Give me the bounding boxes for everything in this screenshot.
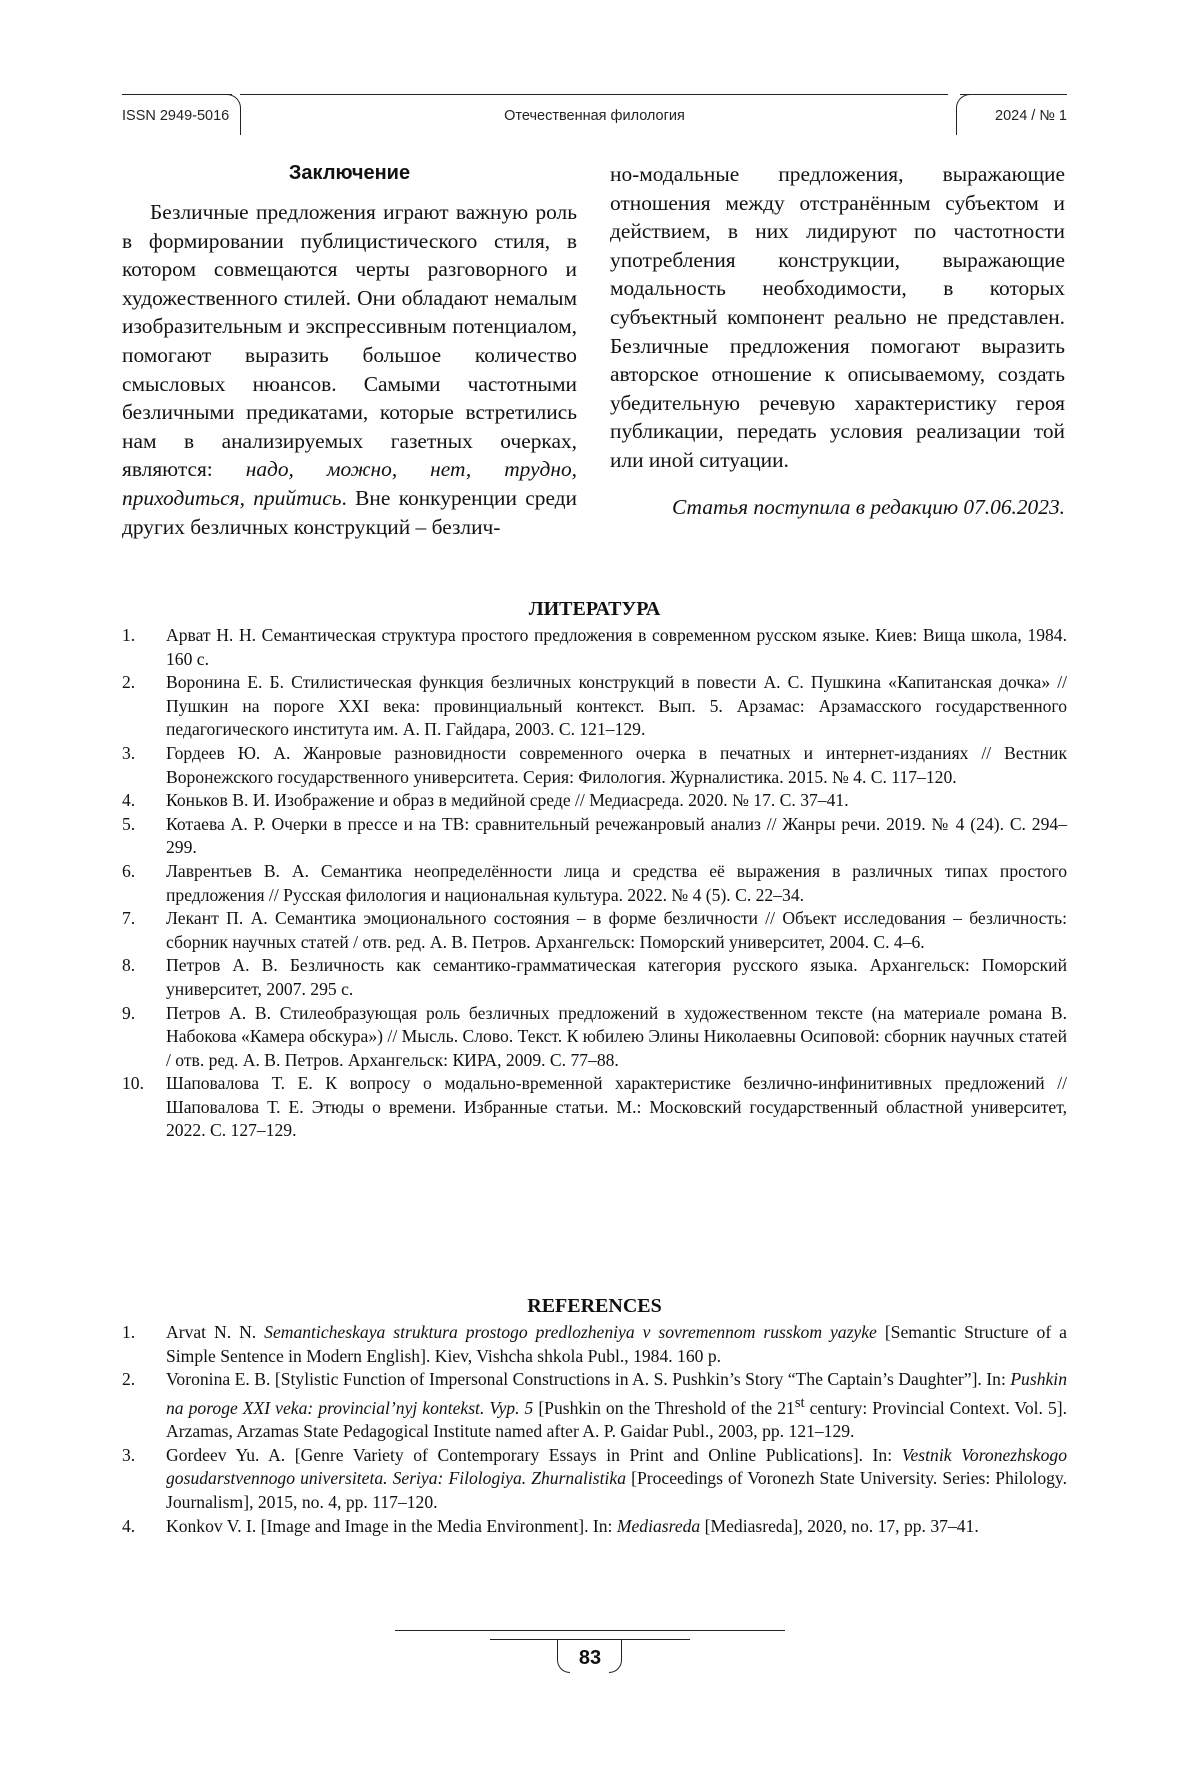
reference-italic-title: Pushkin na poroge XXI veka: provincial’nyj kontekst. Vyp. 5 [166,1369,1067,1418]
header-rule-left [122,94,232,95]
conclusion-heading: Заключение [288,162,411,184]
literature-item-number: 6. [122,860,136,881]
reference-item-number: 1. [122,1322,136,1342]
literature-item-number: 10. [122,1073,144,1094]
reference-item-number: 4. [122,1515,136,1536]
issue-number: 2024 / № 1 [995,108,1067,124]
literature-item-number: 1. [122,625,136,645]
received-date: Статья поступила в редакцию 07.06.2023. [671,494,1065,519]
literature-item-number: 9. [122,1002,136,1023]
literature-item [122,671,1067,742]
right-column [610,160,1065,521]
literature-item [122,907,1067,954]
literature-item-text: Гордеев Ю. А. Жанровые разновидности современного очерка в печатных и интернет-изданиях // Вестник Воронежского государственного университета. Серия: Филология. Журналистика. 2015. № 4. С. 117–120. [166,742,1067,787]
references-list [122,1321,1067,1538]
conclusion-paragraph-2: но-модальные предложения, выражающие отношения между отстранённым субъектом и действием, в них лидируют по частотности употребления конструкции, выражающие модальность необходимости, в которых субъектный компонент реально не представлен. Безличные предложения помогают выразить авторское отношение к описываемому, создать убедительную речевую характеристику героя публикации, передать условия реализации той или иной ситуации. [610,162,1065,472]
literature-item-number: 7. [122,908,136,929]
references-heading: REFERENCES [527,1295,662,1317]
literature-item [122,1002,1067,1073]
reference-text-c: century: Provincial Context. Vol. 5]. Arzamas, Arzamas State Pedagogical Institute named after A. P. Gaidar Publ., 2003, pp. 121–129. [166,1397,1067,1442]
literature-item [122,813,1067,860]
reference-item [122,1515,1067,1539]
reference-text-b: [Pushkin on the Threshold of the 21 [533,1397,795,1418]
literature-item [122,860,1067,907]
literature-item-text: Петров А. В. Безличность как семантико-грамматическая категория русского языка. Архангельск: Поморский университет, 2007. 295 с. [166,955,1067,999]
journal-title: Отечественная филология [504,108,685,124]
reference-text-b: [Semantic Structure of a Simple Sentence in Modern English]. Kiev, Vishcha shkola Publ., 1984. 160 p. [166,1322,1067,1366]
conclusion-italic-predicates: надо, можно, нет, трудно, приходиться, прийтись [122,457,577,510]
literature-item-text: Воронина Е. Б. Стилистическая функция безличных конструкций в повести А. С. Пушкина «Капитанская дочка» // Пушкин на пороге XXI века: провинциальный контекст. Вып. 5. Арзамас: Арзамасского государственного педагогического института им. А. П. Гайдара, 2003. С. 121–129. [166,672,1067,740]
conclusion-text-a: Безличные предложения играют важную роль в формировании публицистического стиля, в котором совмещаются черты разговорного и художественного стилей. Они обладают немалым изобразительным и экспрессивным потенциалом, помогают выразить большое количество смысловых нюансов. Самыми частотными безличными предикатами, которые встретились нам в анализируемых газетных очерках, являются: [122,200,577,482]
literature-item-number: 4. [122,790,136,811]
footer-rule-short [490,1639,690,1640]
literature-item-text: Шаповалова Т. Е. К вопросу о модально-временной характеристике безлично-инфинитивных предложений // Шаповалова Т. Е. Этюды о времени. Избранные статьи. М.: Московский государственный областной университет, 2022. С. 127–129. [166,1073,1067,1141]
reference-item-number: 2. [122,1369,136,1390]
reference-italic-title: Vestnik Voronezhskogo gosudarstvennogo universiteta. Seriya: Filologiya. Zhurnalistika [166,1444,1067,1489]
literature-item [122,954,1067,1001]
reference-item [122,1321,1067,1368]
page-footer [395,1630,785,1685]
footer-rule-long [395,1630,785,1631]
literature-item [122,742,1067,789]
left-column [122,160,577,541]
literature-item [122,789,1067,813]
reference-text-a: Voronina E. B. [Stylistic Function of Impersonal Constructions in A. S. Pushkin’s Story “The Captain’s Daughter”]. In: [166,1369,1011,1390]
conclusion-text-b: . Вне конкуренции среди других безличных конструкций – безлич- [122,485,577,539]
conclusion-section [122,160,1067,572]
literature-item [122,1072,1067,1143]
page-number: 83 [578,1647,602,1669]
literature-item-text: Коньков В. И. Изображение и образ в медийной среде // Медиасреда. 2020. № 17. С. 37–41. [166,790,849,811]
literature-item-text: Арват Н. Н. Семантическая структура простого предложения в современном русском языке. Киев: Вища школа, 1984. 160 с. [166,625,1067,669]
issn: ISSN 2949-5016 [122,108,230,124]
literature-heading: ЛИТЕРАТУРА [528,598,661,620]
literature-list [122,624,1067,1143]
literature-item-text: Лекант П. А. Семантика эмоционального состояния – в форме безличности // Объект исследования – безличность: сборник научных статей / отв. ред. А. В. Петров. Архангельск: Поморский университет, 2004. С. 4–6. [166,908,1067,952]
header-rule-right [960,94,1067,95]
reference-italic-title: Mediasreda [616,1515,701,1536]
reference-text-b: [Mediasreda], 2020, no. 17, pp. 37–41. [700,1515,979,1536]
literature-item-text: Котаева А. Р. Очерки в прессе и на ТВ: сравнительный речежанровый анализ // Жанры речи. 2019. № 4 (24). С. 294–299. [166,813,1067,858]
reference-item-number: 3. [122,1444,136,1465]
running-header [122,90,1067,140]
reference-item [122,1368,1067,1444]
literature-item-number: 5. [122,813,136,834]
reference-text-a: Gordeev Yu. A. [Genre Variety of Contemporary Essays in Print and Online Publications]. In: [166,1444,902,1465]
reference-text-b: [Proceedings of Voronezh State University. Series: Philology. Journalism], 2015, no. 4, pp. 117–120. [166,1468,1067,1513]
reference-italic-title: Semanticheskaya struktura prostogo predlozheniya v sovremennom russkom yazyke [264,1322,877,1342]
reference-superscript: st [794,1394,805,1411]
literature-item [122,624,1067,671]
reference-text-a: Konkov V. I. [Image and Image in the Media Environment]. In: [166,1515,617,1536]
literature-item-text: Петров А. В. Стилеобразующая роль безличных предложений в художественном тексте (на материале романа В. Набокова «Камера обскура») // Мысль. Слово. Текст. К юбилею Элины Николаевны Осиповой: сборник научных статей / отв. ред. А. В. Петров. Архангельск: КИРА, 2009. С. 77–88. [166,1002,1067,1070]
literature-item-number: 2. [122,672,136,693]
conclusion-paragraph-1 [122,198,577,541]
literature-item-number: 8. [122,955,136,976]
literature-item-text: Лаврентьев В. А. Семантика неопределённости лица и средства её выражения в различных типах простого предложения // Русская филология и национальная культура. 2022. № 4 (5). С. 22–34. [166,860,1067,905]
literature-item-number: 3. [122,742,136,763]
header-rule-middle [240,94,948,95]
reference-item [122,1444,1067,1515]
reference-text-a: Arvat N. N. [166,1322,265,1342]
